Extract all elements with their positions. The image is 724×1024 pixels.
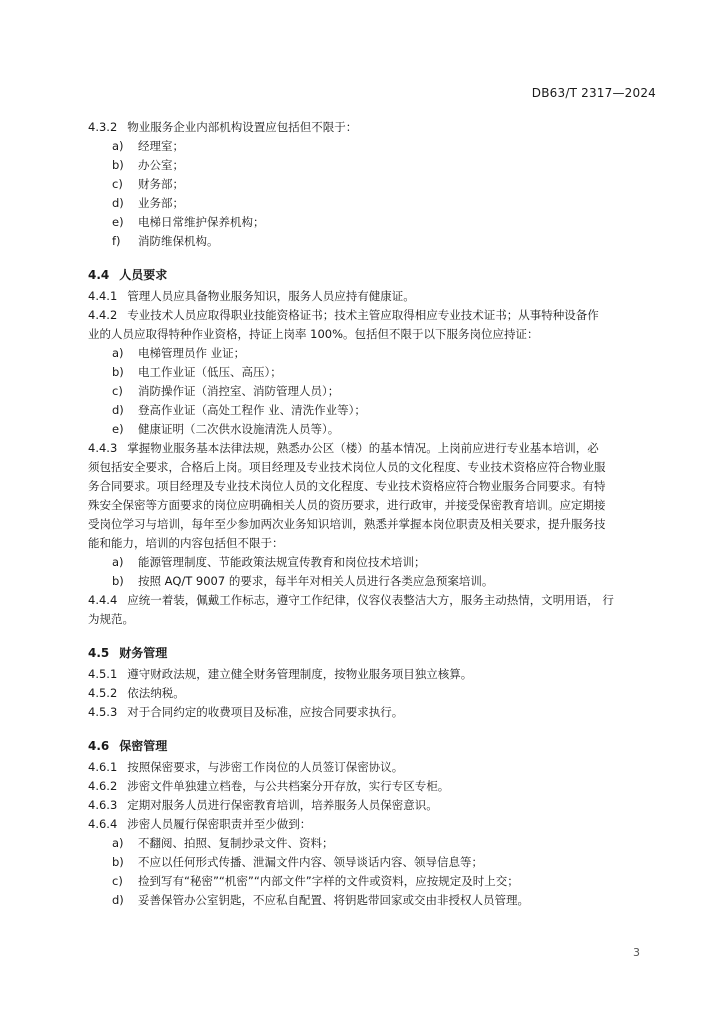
clause-text-line: 为规范。 <box>88 612 134 626</box>
list-item: a) 不翻阅、拍照、复制抄录文件、资料； <box>112 836 334 850</box>
list-item: a) 电梯管理员作 业证； <box>112 346 246 360</box>
page-number: 3 <box>633 946 640 959</box>
list-item: d) 妥善保管办公室钥匙，不应私自配置、将钥匙带回家或交由非授权人员管理。 <box>112 893 529 907</box>
list-item: c) 捡到写有“秘密”“机密”“内部文件”字样的文件或资料，应按规定及时上交； <box>112 874 519 888</box>
clause-4-5-2: 4.5.2 依法纳税。 <box>88 686 185 700</box>
list-item: a) 能源管理制度、节能政策法规宣传教育和岗位技术培训； <box>112 555 426 569</box>
list-item: a) 经理室； <box>112 139 184 153</box>
section-heading-4-6: 4.6 保密管理 <box>88 739 168 753</box>
clause-text-line: 能和能力，培训的内容包括但不限于： <box>88 536 284 550</box>
document-code: DB63/T 2317—2024 <box>531 86 656 100</box>
clause-4-4-1: 4.4.1 管理人员应具备物业服务知识，服务人员应持有健康证。 <box>88 289 415 303</box>
clause-4-6-1: 4.6.1 按照保密要求，与涉密工作岗位的人员签订保密协议。 <box>88 760 404 774</box>
list-item: b) 办公室； <box>112 158 184 172</box>
clause-text-line: 业的人员应取得特种作业资格，持证上岗率 100%。包括但不限于以下服务岗位应持证： <box>88 327 539 341</box>
clause-number: 4.3.2 <box>88 120 118 134</box>
clause-text-line: 受岗位学习与培训，每年至少参加两次业务知识培训，熟悉并掌握本岗位职责及相关要求，提升服务技 <box>88 517 606 531</box>
section-heading-4-5: 4.5 财务管理 <box>88 646 168 660</box>
clause-4-6-4: 4.6.4 涉密人员履行保密职责并至少做到： <box>88 817 312 831</box>
list-item: c) 财务部； <box>112 177 184 191</box>
clause-text: 物业服务企业内部机构设置应包括但不限于： <box>127 120 358 134</box>
list-item: e) 电梯日常维护保养机构； <box>112 215 265 229</box>
clause-4-4-2: 4.4.2 专业技术人员应取得职业技能资格证书；技术主管应取得相应专业技术证书；从事特种设备作 <box>88 308 599 322</box>
list-item: c) 消防操作证（消控室、消防管理人员）； <box>112 384 340 398</box>
list-item: e) 健康证明（二次供水设施清洗人员等）。 <box>112 422 340 436</box>
section-heading-4-4: 4.4 人员要求 <box>88 268 168 282</box>
document-body <box>88 118 658 910</box>
clause-4-4-3: 4.4.3 掌握物业服务基本法律法规，熟悉办公区（楼）的基本情况。上岗前应进行专业基本培训，必 <box>88 441 599 455</box>
clause-text-line: 须包括安全要求，合格后上岗。项目经理及专业技术岗位人员的文化程度、专业技术资格应符合物业服 <box>88 460 606 474</box>
clause-text-line: 殊安全保密等方面要求的岗位应明确相关人员的资历要求，进行政审，并接受保密教育培训。应定期接 <box>88 498 606 512</box>
clause-text-line: 务合同要求。项目经理及专业技术岗位人员的文化程度、专业技术资格应符合物业服务合同要求。有特 <box>88 479 606 493</box>
clause-4-3-2 <box>88 118 658 137</box>
clause-4-6-2: 4.6.2 涉密文件单独建立档卷，与公共档案分开存放，实行专区专柜。 <box>88 779 450 793</box>
list-item: f) 消防维保机构。 <box>112 234 219 248</box>
list-item: d) 业务部； <box>112 196 184 210</box>
clause-4-4-4: 4.4.4 应统一着装，佩戴工作标志，遵守工作纪律，仪容仪表整洁大方，服务主动热情，文明用语， 行 <box>88 593 614 607</box>
clause-4-5-1: 4.5.1 遵守财政法规，建立健全财务管理制度，按物业服务项目独立核算。 <box>88 667 473 681</box>
clause-4-6-3: 4.6.3 定期对服务人员进行保密教育培训，培养服务人员保密意识。 <box>88 798 438 812</box>
list-item: d) 登高作业证（高处工程作 业、清洗作业等）； <box>112 403 366 417</box>
list-item: b) 按照 AQ/T 9007 的要求，每半年对相关人员进行各类应急预案培训。 <box>112 574 494 588</box>
clause-4-5-3: 4.5.3 对于合同约定的收费项目及标准，应按合同要求执行。 <box>88 705 404 719</box>
list-item: b) 不应以任何形式传播、泄漏文件内容、领导谈话内容、领导信息等； <box>112 855 483 869</box>
list-item: b) 电工作业证（低压、高压）； <box>112 365 282 379</box>
